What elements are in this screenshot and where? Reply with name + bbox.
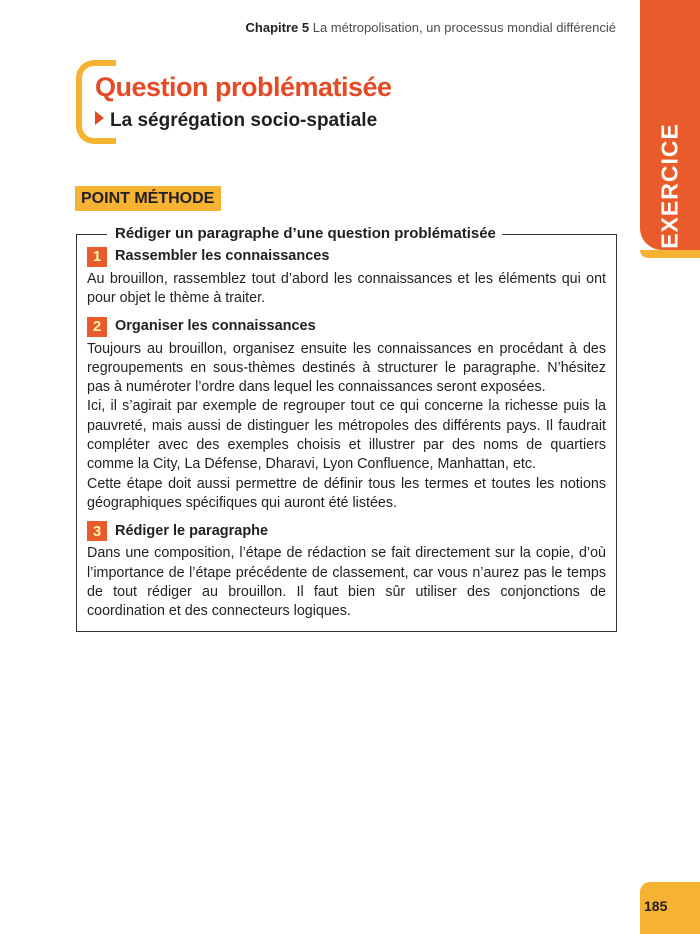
- running-header: [246, 20, 616, 35]
- page-subtitle: [95, 110, 377, 132]
- step-paragraph: Au brouillon, rassemblez tout d’abord les connaissances et les éléments qui ont pour objet le thème à traiter.: [87, 271, 606, 307]
- chapter-label: Chapitre 5: [245, 20, 310, 35]
- method-box: [76, 225, 617, 632]
- step-paragraph: Cette étape doit aussi permettre de définir tous les termes et toutes les notions géographiques spécifiques qui auront été listées.: [87, 475, 606, 511]
- point-methode-badge: POINT MÉTHODE: [75, 186, 221, 211]
- subtitle-text: La ségrégation socio-spatiale: [110, 110, 378, 131]
- method-content: [87, 247, 606, 621]
- step-paragraph: Toujours au brouillon, organisez ensuite les connaissances en procédant à des regroupements en sous-thèmes destinés à structurer le paragraphe. N’hésitez pas à numéroter l’ordre dans lequel les connaissances seront exposées.: [87, 340, 606, 396]
- method-box-title: Rédiger un paragraphe d’une question problématisée: [107, 225, 502, 242]
- side-tab-label: EXERCICE: [656, 123, 683, 249]
- step-heading: [87, 247, 606, 267]
- exercice-side-tab: [640, 0, 700, 250]
- step-title: Rédiger le paragraphe: [115, 522, 269, 539]
- step-number-badge: 1: [87, 247, 107, 267]
- triangle-bullet-icon: [95, 111, 104, 125]
- page-title: Question problématisée: [95, 72, 392, 102]
- chapter-title: La métropolisation, un processus mondial différencié: [312, 20, 616, 35]
- step-heading: [87, 317, 606, 337]
- page-number: 185: [644, 898, 668, 914]
- step-heading: [87, 521, 606, 541]
- side-tab-shadow: [640, 250, 700, 258]
- page-number-tab: [640, 882, 700, 934]
- step-title: Organiser les connaissances: [115, 317, 316, 334]
- step-number-badge: 2: [87, 317, 107, 337]
- step-paragraph: Ici, il s’agirait par exemple de regrouper tout ce qui concerne la richesse puis la pauvreté, mais aussi de distinguer les métropoles des différents pays. Il faudrait compléter avec des exemples choisis et illustrer par des noms de quartiers comme la City, La Défense, Dharavi, Lyon Confluence, Manhattan, etc.: [87, 398, 606, 473]
- step-title: Rassembler les connaissances: [115, 248, 330, 265]
- step-number-badge: 3: [87, 521, 107, 541]
- step-paragraph: Dans une composition, l’étape de rédaction se fait directement sur la copie, d’où l’importance de l’étape précédente de classement, car vous n’aurez pas le temps de tout rédiger au brouillon. Il faut bien sûr utiliser des conjonctions de coordination et des connecteurs logiques.: [87, 545, 606, 620]
